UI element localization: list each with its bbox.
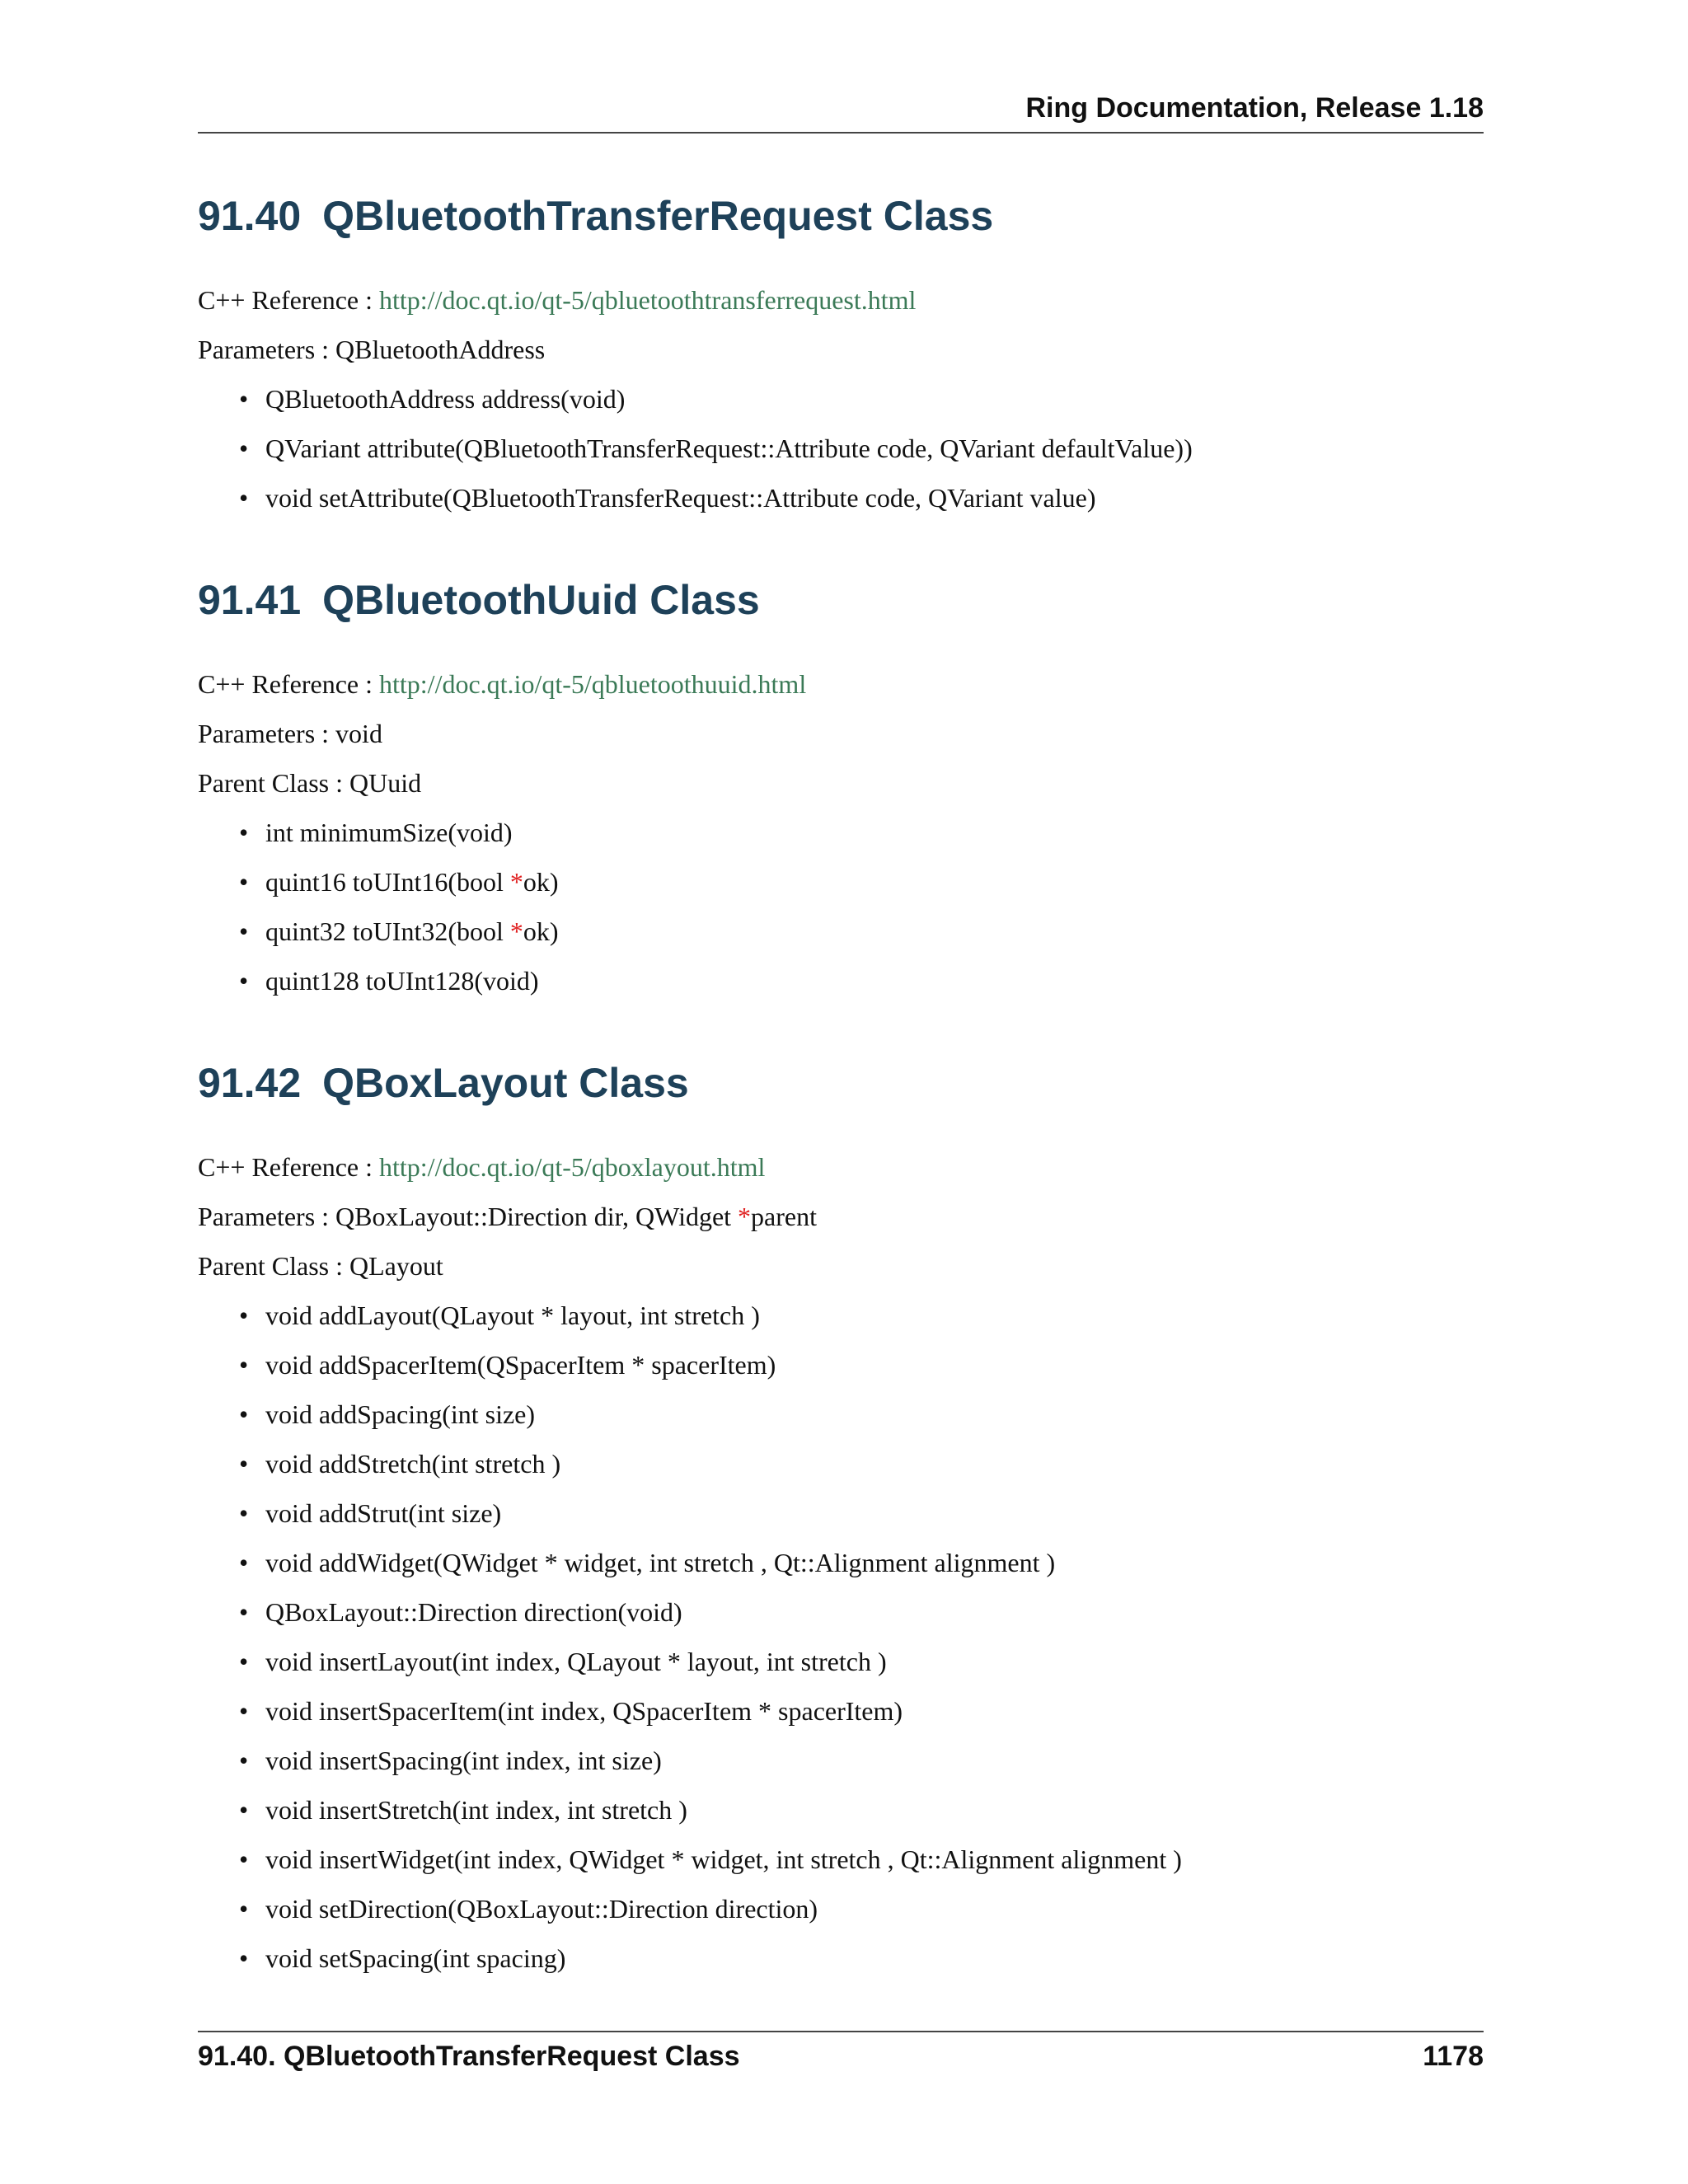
list-item <box>239 1587 1484 1637</box>
parameters-value-start: QBoxLayout::Direction dir, QWidget <box>335 1202 738 1231</box>
method-signature: QBoxLayout::Direction direction(void) <box>265 1597 682 1627</box>
list-item <box>239 956 1484 1005</box>
parameters-value: void <box>335 719 382 748</box>
header-title: Ring Documentation, Release 1.18 <box>1025 92 1484 124</box>
bullet-icon: • <box>239 384 249 414</box>
bullet-icon: • <box>239 1399 249 1429</box>
parameters-value-end: parent <box>751 1202 817 1231</box>
cpp-reference-label: C++ Reference : <box>198 285 379 315</box>
bullet-icon: • <box>239 818 249 847</box>
document-page <box>198 0 1484 2184</box>
method-signature-start: quint32 toUInt32(bool <box>265 916 510 946</box>
cpp-reference <box>198 1142 1484 1192</box>
list-item <box>239 857 1484 907</box>
method-signature-end: ok) <box>523 916 559 946</box>
bullet-icon: • <box>239 916 249 946</box>
section-number: 91.42 <box>198 1060 302 1106</box>
parameters-label: Parameters : <box>198 719 336 748</box>
parameters-value: QBluetoothAddress <box>335 335 546 364</box>
page-number: 1178 <box>1423 2041 1484 2072</box>
cpp-reference <box>198 275 1484 325</box>
bullet-icon: • <box>239 1548 249 1577</box>
bullet-icon: • <box>239 1498 249 1528</box>
list-item <box>239 1785 1484 1835</box>
section-heading <box>198 191 1484 241</box>
method-signature: void insertWidget(int index, QWidget * widget, int stretch , Qt::Alignment alignment ) <box>265 1844 1182 1874</box>
method-signature: void setSpacing(int spacing) <box>265 1943 566 1973</box>
list-item <box>239 907 1484 956</box>
section-title: QBluetoothUuid Class <box>322 577 760 623</box>
pointer-asterisk: * <box>509 916 523 946</box>
section-number: 91.41 <box>198 577 302 623</box>
list-item <box>239 1884 1484 1933</box>
parameters <box>198 325 1484 374</box>
list-item <box>239 1686 1484 1736</box>
cpp-reference-link[interactable]: http://doc.qt.io/qt-5/qbluetoothuuid.html <box>379 669 807 699</box>
method-signature: void addSpacing(int size) <box>265 1399 536 1429</box>
method-signature: void insertStretch(int index, int stretch ) <box>265 1795 687 1825</box>
method-signature: void addWidget(QWidget * widget, int stretch , Qt::Alignment alignment ) <box>265 1548 1056 1577</box>
method-signature-end: ok) <box>523 867 559 897</box>
method-signature: void addStretch(int stretch ) <box>265 1449 561 1479</box>
list-item <box>239 1835 1484 1884</box>
bullet-icon: • <box>239 1795 249 1825</box>
method-signature: void addLayout(QLayout * layout, int stretch ) <box>265 1301 760 1330</box>
method-signature: QVariant attribute(QBluetoothTransferRequest::Attribute code, QVariant defaultValue)) <box>265 434 1193 463</box>
parameters-label: Parameters : <box>198 335 336 364</box>
cpp-reference-link[interactable]: http://doc.qt.io/qt-5/qboxlayout.html <box>379 1152 766 1182</box>
parent-class-label: Parent Class : <box>198 768 349 798</box>
pointer-asterisk: * <box>509 867 523 897</box>
list-item <box>239 808 1484 857</box>
cpp-reference-label: C++ Reference : <box>198 669 379 699</box>
parent-class <box>198 1241 1484 1291</box>
bullet-icon: • <box>239 867 249 897</box>
list-item <box>239 374 1484 424</box>
section-91-41 <box>198 575 1484 1005</box>
parent-class <box>198 758 1484 808</box>
pointer-asterisk: * <box>738 1202 752 1231</box>
section-heading <box>198 575 1484 625</box>
section-91-40 <box>198 191 1484 523</box>
method-signature-start: quint16 toUInt16(bool <box>265 867 510 897</box>
method-signature: void insertSpacing(int index, int size) <box>265 1746 662 1775</box>
cpp-reference-label: C++ Reference : <box>198 1152 379 1182</box>
bullet-icon: • <box>239 966 249 996</box>
method-list <box>198 374 1484 523</box>
bullet-icon: • <box>239 1597 249 1627</box>
bullet-icon: • <box>239 1943 249 1973</box>
list-item <box>239 1488 1484 1538</box>
section-heading <box>198 1058 1484 1108</box>
parameters-label: Parameters : <box>198 1202 336 1231</box>
list-item <box>239 1736 1484 1785</box>
method-signature: void addSpacerItem(QSpacerItem * spacerItem) <box>265 1350 776 1380</box>
method-signature: void setAttribute(QBluetoothTransferRequest::Attribute code, QVariant value) <box>265 483 1096 513</box>
bullet-icon: • <box>239 1696 249 1726</box>
footer-section-title: 91.40. QBluetoothTransferRequest Class <box>198 2041 740 2072</box>
list-item <box>239 1637 1484 1686</box>
list-item <box>239 424 1484 473</box>
method-signature: int minimumSize(void) <box>265 818 513 847</box>
section-title: QBoxLayout Class <box>322 1060 689 1106</box>
cpp-reference-link[interactable]: http://doc.qt.io/qt-5/qbluetoothtransferrequest.html <box>379 285 917 315</box>
method-list <box>198 1291 1484 1983</box>
section-91-42 <box>198 1058 1484 1983</box>
bullet-icon: • <box>239 1350 249 1380</box>
list-item <box>239 1390 1484 1439</box>
method-signature: void addStrut(int size) <box>265 1498 502 1528</box>
method-signature: void setDirection(QBoxLayout::Direction direction) <box>265 1894 818 1924</box>
list-item <box>239 473 1484 523</box>
method-signature: void insertSpacerItem(int index, QSpacerItem * spacerItem) <box>265 1696 903 1726</box>
list-item <box>239 1340 1484 1390</box>
method-list <box>198 808 1484 1005</box>
list-item <box>239 1538 1484 1587</box>
parent-class-value: QUuid <box>349 768 422 798</box>
bullet-icon: • <box>239 1844 249 1874</box>
list-item <box>239 1933 1484 1983</box>
method-signature: void insertLayout(int index, QLayout * layout, int stretch ) <box>265 1647 887 1676</box>
page-footer <box>198 2031 1484 2077</box>
bullet-icon: • <box>239 1746 249 1775</box>
page-header <box>198 92 1484 134</box>
cpp-reference <box>198 659 1484 709</box>
bullet-icon: • <box>239 1301 249 1330</box>
bullet-icon: • <box>239 483 249 513</box>
list-item <box>239 1291 1484 1340</box>
section-title: QBluetoothTransferRequest Class <box>322 193 994 239</box>
parameters <box>198 1192 1484 1241</box>
bullet-icon: • <box>239 434 249 463</box>
bullet-icon: • <box>239 1449 249 1479</box>
method-signature: QBluetoothAddress address(void) <box>265 384 626 414</box>
bullet-icon: • <box>239 1894 249 1924</box>
parent-class-value: QLayout <box>349 1251 443 1281</box>
method-signature: quint128 toUInt128(void) <box>265 966 539 996</box>
section-number: 91.40 <box>198 193 302 239</box>
bullet-icon: • <box>239 1647 249 1676</box>
list-item <box>239 1439 1484 1488</box>
parameters <box>198 709 1484 758</box>
parent-class-label: Parent Class : <box>198 1251 349 1281</box>
